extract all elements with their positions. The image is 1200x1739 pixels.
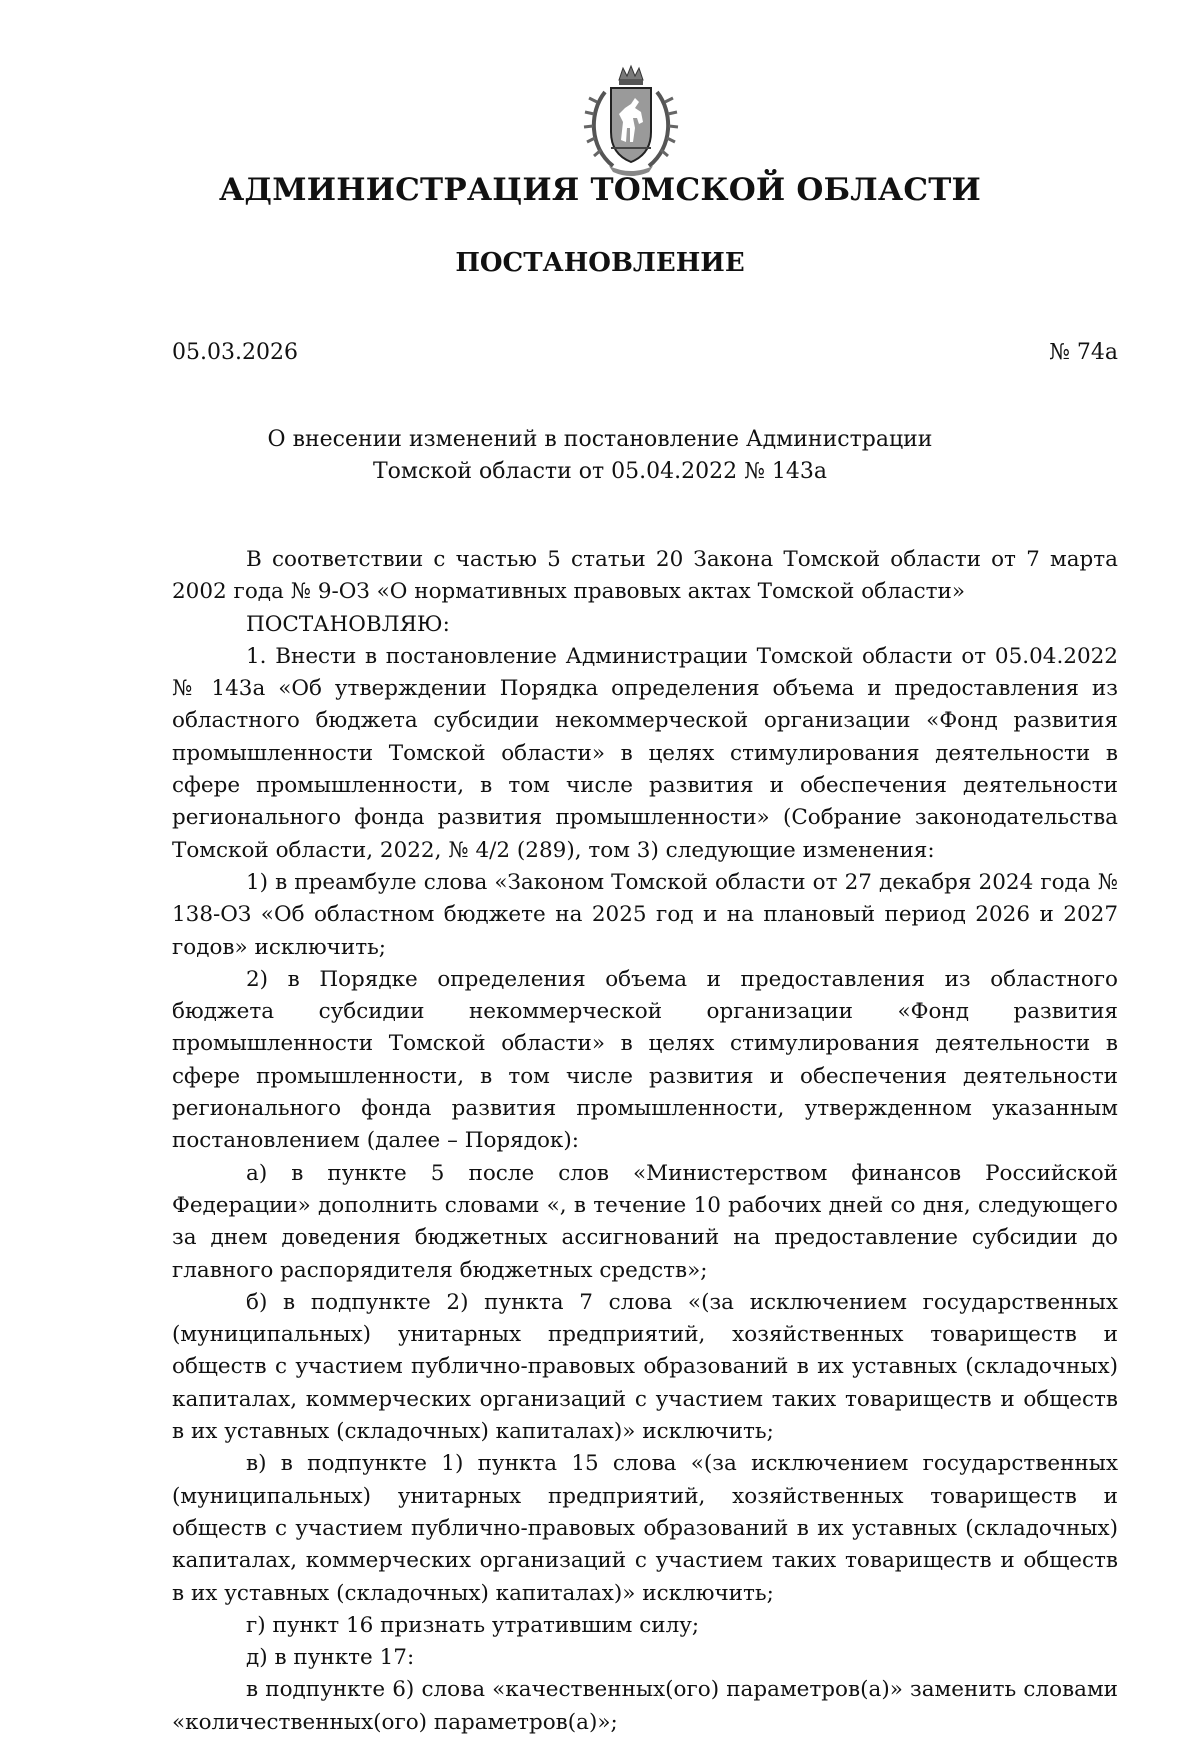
paragraph-preamble: В соответствии с частью 5 статьи 20 Закона Томской области от 7 марта 2002 года № 9-ОЗ «О нормативных правовых актах Томской области» — [172, 547, 1118, 605]
paragraph-subitem-v: в) в подпункте 1) пункта 15 слова «(за исключением государственных (муниципальных) унитарных предприятий, хозяйственных товариществ и обществ с участием публично-правовых образований в их уставных (складочных) капиталах, коммерческих организаций с участием таких товариществ и обществ в их уставных (складочных) капиталах)» исключить; — [172, 1451, 1118, 1606]
coat-of-arms-icon — [575, 62, 687, 182]
paragraph-subitem-d: д) в пункте 17: — [246, 1645, 415, 1671]
paragraph-subitem-b: б) в подпункте 2) пункта 7 слова «(за исключением государственных (муниципальных) унитарных предприятий, хозяйственных товариществ и обществ с участием публично-правовых образований в их уставных (складочных) капиталах, коммерческих организаций с участием таких товариществ и обществ в их уставных (складочных) капиталах)» исключить; — [172, 1289, 1118, 1445]
document-subject — [0, 424, 1200, 488]
paragraph-subitem-1: 1) в преамбуле слова «Законом Томской области от 27 декабря 2024 года № 138-ОЗ «Об областном бюджете на 2025 год и на плановый период 2026 и 2027 годов» исключить; — [172, 869, 1118, 960]
document-date: 05.03.2026 — [172, 340, 298, 365]
subject-line-1: О внесении изменений в постановление Администрации — [267, 427, 933, 452]
paragraph-subitem-d-text: в подпункте 6) слова «качественных(ого) параметров(а)» заменить словами «количественных(ого) параметров(а)»; — [172, 1677, 1118, 1735]
paragraph-subitem-a: а) в пункте 5 после слов «Министерством финансов Российской Федерации» дополнить словами «, в течение 10 рабочих дней со дня, следующего за днем доведения бюджетных ассигнований на предоставление субсидии до главного распорядителя бюджетных средств»; — [172, 1160, 1118, 1283]
paragraph-item-1: 1. Внести в постановление Администрации Томской области от 05.04.2022 № 143а «Об утверждении Порядка определения объема и предоставления из областного бюджета субсидии некоммерческой организации «Фонд развития промышленности Томской области» в целях стимулирования деятельности в сфере промышленности, в том числе развития и обеспечения деятельности регионального фонда развития промышленности» (Собрание законодательства Томской области, 2022, № 4/2 (289), том 3) следующие изменения: — [172, 643, 1118, 863]
document-type: ПОСТАНОВЛЕНИЕ — [455, 248, 745, 278]
subject-line-2: Томской области от 05.04.2022 № 143а — [372, 459, 828, 484]
paragraph-decree: ПОСТАНОВЛЯЮ: — [246, 611, 450, 637]
document-number: № 74а — [1049, 340, 1118, 365]
paragraph-subitem-2: 2) в Порядке определения объема и предоставления из областного бюджета субсидии некоммерческой организации «Фонд развития промышленности Томской области» в целях стимулирования деятельности в сфере промышленности, в том числе развития и обеспечения деятельности регионального фонда развития промышленности, утвержденном указанным постановлением (далее – Порядок): — [172, 966, 1118, 1154]
organization-title: АДМИНИСТРАЦИЯ ТОМСКОЙ ОБЛАСТИ — [218, 172, 981, 208]
document-body — [172, 544, 1118, 1739]
paragraph-subitem-g: г) пункт 16 признать утратившим силу; — [246, 1612, 700, 1638]
